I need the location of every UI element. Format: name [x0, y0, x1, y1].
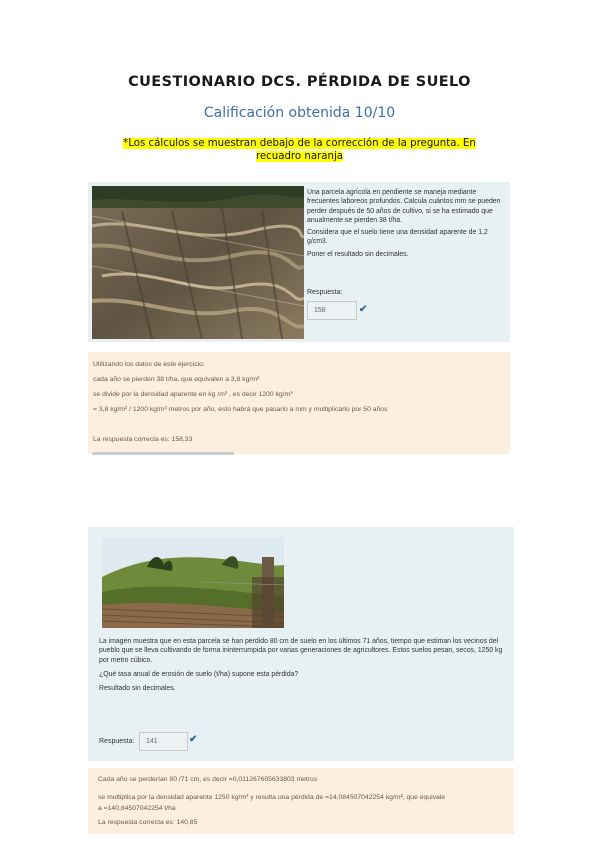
calculation-1-line: Utilizando los datos de este ejercicio: [93, 361, 205, 368]
calculation-1-line: = 3,8 kg/m² / 1200 kg/m³ metros por año, esto habrá que pasarlo a mm y multiplicarlo por 50 años [93, 406, 388, 413]
field-illustration [102, 537, 284, 628]
scrollbar[interactable] [92, 452, 234, 455]
eroded-slope-illustration [92, 186, 304, 339]
question-2-paragraph: Resultado sin decimales. [99, 685, 176, 693]
question-2-answer-label: Respuesta: [99, 738, 135, 745]
calculation-1-line: se divide por la densidad aparente en kg /m³ , es decir 1200 kg/m³ [93, 391, 293, 398]
question-1-paragraph: Poner el resultado sin decimales. [307, 250, 409, 258]
check-icon: ✔ [189, 734, 198, 745]
highlight-note-text: *Los cálculos se muestran debajo de la corrección de la pregunta. En recuadro naranja [123, 138, 476, 162]
question-2-paragraph: ¿Qué tasa anual de erosión de suelo (t/ha) supone esta pérdida? [99, 670, 299, 678]
question-1-paragraph: Una parcela agrícola en pendiente se maneja mediante frecuentes laboreos profundos. Calcula cuántos mm se pueden perder después de 50 años de cultivo, si se ha estimado que anualmente se pierden 38 t/ha. [307, 189, 501, 224]
calculation-2-box [88, 768, 514, 834]
calculation-2-line: Cada año se perderían 80 /71 cm, es decir =0,0112676056338​03 metros [98, 776, 318, 783]
question-2-paragraph: La imagen muestra que en esta parcela se han perdido 80 cm de suelo en los últimos 71 años, tiempo que estiman los vecinos del pueblo que se lleva cultivando de forma ininterrumpida por varias generaciones de agricultores. Estos suelos pesan, secos, 1250 kg por metro cúbico. [99, 638, 503, 664]
calculation-2-line: a =140,84507042254 t/ha [98, 805, 176, 812]
correct-answer-2: La respuesta correcta es: 140,85 [98, 819, 198, 826]
question-1-paragraph: Considera que el suelo tiene una densidad aparente de 1,2 g/cm3. [307, 229, 488, 246]
check-icon: ✔ [359, 304, 368, 315]
calculation-1-box [88, 352, 510, 454]
highlight-note [101, 137, 498, 163]
page-title: CUESTIONARIO DCS. PÉRDIDA DE SUELO [128, 74, 471, 90]
eroded-slope-photo [92, 186, 304, 339]
grade-subtitle: Calificación obtenida 10/10 [203, 105, 396, 121]
field-with-fence-photo [102, 537, 284, 628]
question-1-text [307, 188, 505, 262]
question-2-answer-field[interactable]: 141 [139, 732, 188, 751]
correct-answer-1: La respuesta correcta es: 158,33 [93, 436, 193, 443]
calculation-1-line: cada año se pierden 38 t/ha, que equivalen a 3,8 kg/m² [93, 376, 260, 383]
question-1-answer-field[interactable]: 158 [307, 301, 357, 320]
calculation-2-line: se multiplica por la densidad aparente 1250 kg/m³ y resulta una pérdida de =14,084507042254 kg/m², que equivale [98, 794, 446, 801]
question-2-text [99, 637, 509, 696]
question-1-answer-label: Respuesta: [307, 289, 343, 296]
